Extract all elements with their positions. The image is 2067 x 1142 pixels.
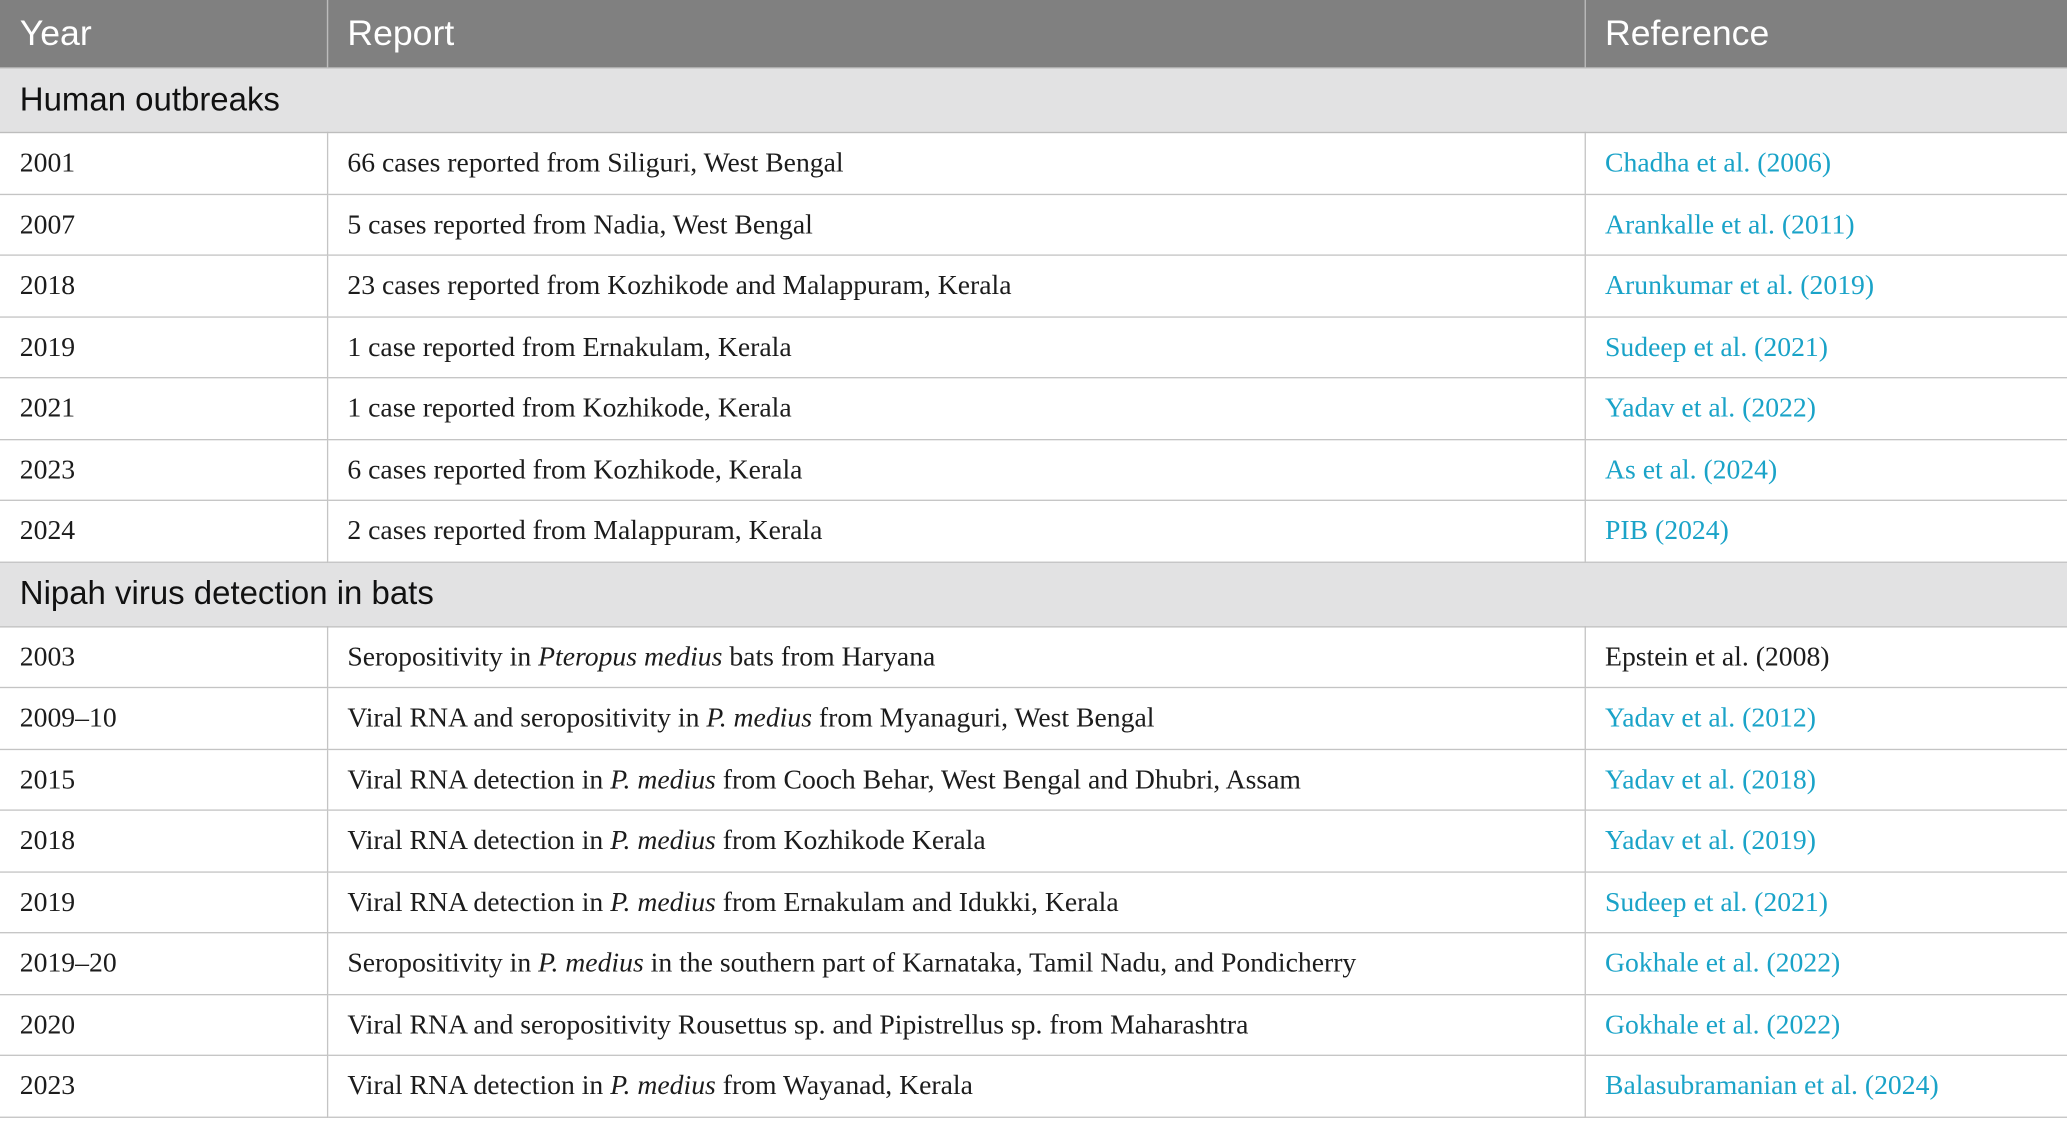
year-cell: 2019–20 xyxy=(0,933,327,994)
table-row xyxy=(0,194,2067,255)
report-text: Viral RNA detection in xyxy=(347,885,611,918)
reference-link[interactable]: Balasubramanian et al. (2024) xyxy=(1585,1055,2067,1116)
species-name: P. medius xyxy=(538,946,644,979)
species-name: P. medius xyxy=(706,701,812,734)
report-text: 5 cases reported from Nadia, West Bengal xyxy=(347,207,813,240)
report-text: Viral RNA detection in xyxy=(347,1069,611,1102)
year-cell: 2018 xyxy=(0,255,327,316)
year-cell: 2019 xyxy=(0,871,327,932)
header-reference: Reference xyxy=(1585,0,2067,68)
report-cell xyxy=(327,933,1585,994)
species-name: P. medius xyxy=(610,824,716,856)
report-text: in the southern part of Karnataka, Tamil Nadu, and Pondicherry xyxy=(643,946,1357,979)
report-cell xyxy=(327,994,1585,1055)
table-row xyxy=(0,933,2067,994)
section-header-row xyxy=(0,68,2067,133)
table-row xyxy=(0,871,2067,932)
species-name: P. medius xyxy=(610,762,716,795)
table-row xyxy=(0,1055,2067,1116)
reference-link[interactable]: Chadha et al. (2006) xyxy=(1585,132,2067,193)
year-cell: 2023 xyxy=(0,1055,327,1116)
species-name: P. medius xyxy=(610,1069,716,1102)
report-text: 66 cases reported from Siliguri, West Bengal xyxy=(347,146,844,179)
reference-link[interactable]: Arankalle et al. (2011) xyxy=(1585,194,2067,255)
report-text: 1 case reported from Ernakulam, Kerala xyxy=(347,330,792,363)
report-text: bats from Haryana xyxy=(722,640,936,673)
report-text: Seropositivity in xyxy=(347,946,539,979)
report-text: from Myanaguri, West Bengal xyxy=(811,701,1155,734)
report-text: 23 cases reported from Kozhikode and Malappuram, Kerala xyxy=(347,269,1012,301)
report-text: 1 case reported from Kozhikode, Kerala xyxy=(347,391,792,424)
reference-link[interactable]: Gokhale et al. (2022) xyxy=(1585,933,2067,994)
reference-link[interactable]: Sudeep et al. (2021) xyxy=(1585,871,2067,932)
header-report: Report xyxy=(327,0,1585,68)
report-cell xyxy=(327,1055,1585,1116)
reference-link[interactable]: Gokhale et al. (2022) xyxy=(1585,994,2067,1055)
year-cell: 2003 xyxy=(0,626,327,687)
section-header-row xyxy=(0,562,2067,627)
report-text: Viral RNA detection in xyxy=(347,824,611,856)
table-row xyxy=(0,994,2067,1055)
report-cell xyxy=(327,255,1585,316)
report-cell xyxy=(327,194,1585,255)
table-row xyxy=(0,378,2067,439)
reference-link[interactable]: Yadav et al. (2018) xyxy=(1585,749,2067,810)
table-row xyxy=(0,626,2067,687)
report-cell xyxy=(327,749,1585,810)
reference-link[interactable]: Yadav et al. (2012) xyxy=(1585,687,2067,748)
table-row xyxy=(0,439,2067,500)
report-cell xyxy=(327,500,1585,561)
table-body xyxy=(0,68,2067,1117)
table-row xyxy=(0,500,2067,561)
report-cell xyxy=(327,871,1585,932)
table-row xyxy=(0,810,2067,871)
species-name: P. medius xyxy=(610,885,716,918)
report-text: 2 cases reported from Malappuram, Kerala xyxy=(347,514,823,547)
report-cell xyxy=(327,378,1585,439)
year-cell: 2009–10 xyxy=(0,687,327,748)
reference-link[interactable]: PIB (2024) xyxy=(1585,500,2067,561)
table-row xyxy=(0,687,2067,748)
year-cell: 2001 xyxy=(0,132,327,193)
reference-cell: Epstein et al. (2008) xyxy=(1585,626,2067,687)
report-text: from Wayanad, Kerala xyxy=(715,1069,973,1102)
section-title: Nipah virus detection in bats xyxy=(0,562,2067,627)
report-text: from Cooch Behar, West Bengal and Dhubri, Assam xyxy=(715,762,1301,795)
report-cell xyxy=(327,626,1585,687)
reference-link[interactable]: Yadav et al. (2019) xyxy=(1585,810,2067,871)
report-cell xyxy=(327,687,1585,748)
header-row xyxy=(0,0,2067,68)
table-row xyxy=(0,749,2067,810)
table-header xyxy=(0,0,2067,68)
reference-link[interactable]: Sudeep et al. (2021) xyxy=(1585,316,2067,377)
report-text: Viral RNA detection in xyxy=(347,762,611,795)
report-text: Viral RNA and seropositivity in xyxy=(347,701,707,734)
reference-link[interactable]: As et al. (2024) xyxy=(1585,439,2067,500)
report-text: from Kozhikode Kerala xyxy=(715,824,986,856)
year-cell: 2024 xyxy=(0,500,327,561)
year-cell: 2020 xyxy=(0,994,327,1055)
report-text: 6 cases reported from Kozhikode, Kerala xyxy=(347,453,803,485)
header-year: Year xyxy=(0,0,327,68)
table-row xyxy=(0,132,2067,193)
report-text: Viral RNA and seropositivity Rousettus sp. and Pipistrellus sp. from Maharashtra xyxy=(347,1008,1249,1040)
report-cell xyxy=(327,132,1585,193)
year-cell: 2019 xyxy=(0,316,327,377)
table-row xyxy=(0,316,2067,377)
report-cell xyxy=(327,810,1585,871)
reference-link[interactable]: Arunkumar et al. (2019) xyxy=(1585,255,2067,316)
reference-link[interactable]: Yadav et al. (2022) xyxy=(1585,378,2067,439)
year-cell: 2018 xyxy=(0,810,327,871)
year-cell: 2007 xyxy=(0,194,327,255)
report-text: from Ernakulam and Idukki, Kerala xyxy=(715,885,1119,918)
report-cell xyxy=(327,316,1585,377)
table-row xyxy=(0,255,2067,316)
species-name: Pteropus medius xyxy=(538,640,723,673)
report-text: Seropositivity in xyxy=(347,640,539,673)
report-cell xyxy=(327,439,1585,500)
year-cell: 2023 xyxy=(0,439,327,500)
year-cell: 2021 xyxy=(0,378,327,439)
year-cell: 2015 xyxy=(0,749,327,810)
section-title: Human outbreaks xyxy=(0,68,2067,133)
